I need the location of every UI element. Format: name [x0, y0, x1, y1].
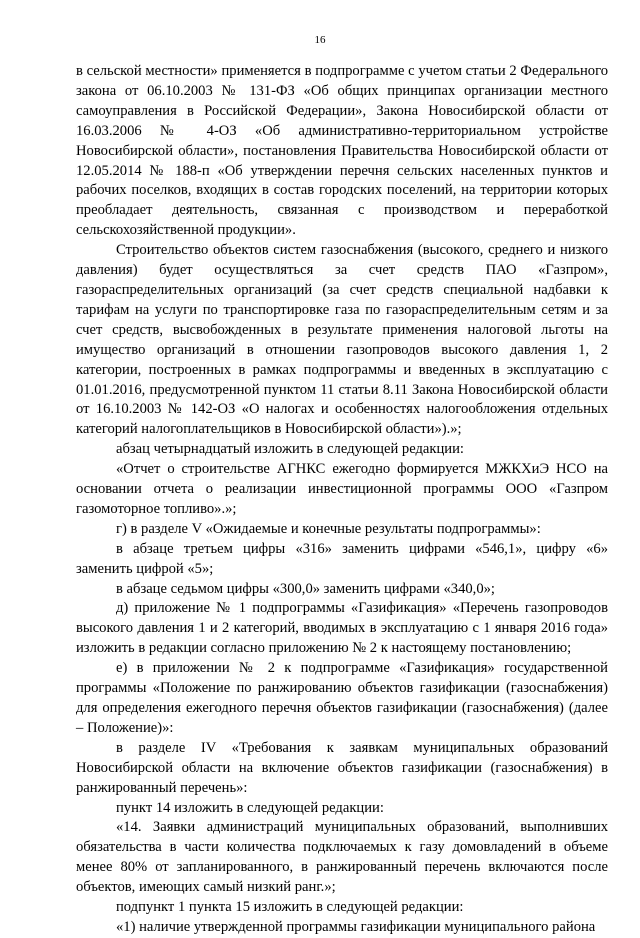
paragraph: «1) наличие утвержденной программы газификации муниципального района: [116, 918, 596, 935]
paragraph: е) в приложении № 2 к подпрограмме «Газификация» государственной программы «Положение по ранжированию объектов газификации (газоснабжения) для определения ежегодного перечня объектов газификации (газоснабжения) (далее – Положение)»:: [76, 660, 608, 736]
paragraph: Строительство объектов систем газоснабжения (высокого, среднего и низкого давления) будет осуществляться за счет средств ПАО «Газпром», газораспределительных организаций (за счет средств специальной надбавки к тарифам на услуги по транспортировке газа по газораспределительным сетям и за счет средств, высвобожденных в результате применения налоговой льготы на имущество организаций в отношении газопроводов высокого давления 1, 2 категории, построенных в рамках подпрограммы и введенных в эксплуатацию с 01.01.2016, предусмотренной пунктом 11 статьи 8.11 Закона Новосибирской области от 16.10.2003 № 142-ОЗ «О налогах и особенностях налогообложения отдельных категорий налогоплательщиков в Новосибирской области»).»;: [76, 242, 608, 438]
paragraph: подпункт 1 пункта 15 изложить в следующей редакции:: [116, 899, 464, 916]
paragraph: в абзаце третьем цифры «316» заменить цифрами «546,1», цифру «6» заменить цифрой «5»;: [76, 540, 608, 577]
paragraph: пункт 14 изложить в следующей редакции:: [116, 799, 384, 816]
paragraph: в разделе IV «Требования к заявкам муниципальных образований Новосибирской области на включение объектов газификации (газоснабжения) в ранжированный перечень»:: [76, 739, 608, 796]
paragraph: «Отчет о строительстве АГНКС ежегодно формируется МЖКХиЭ НСО на основании отчета о реализации инвестиционной программы ООО «Газпром газомоторное топливо».»;: [76, 461, 608, 517]
paragraph: в сельской местности» применяется в подпрограмме с учетом статьи 2 Федерального закона от 06.10.2003 № 131-ФЗ «Об общих принципах организации местного самоуправления в Российской Федерации», Закона Новосибирской области от 16.03.2006 № 4-ОЗ «Об административно-территориальном устройстве Новосибирской области», постановления Правительства Новосибирской области от 12.05.2014 № 188-п «Об утверждении перечня сельских населенных пунктов и рабочих поселков, входящих в состав городских поселений, на территории которых преобладает деятельность, связанная с производством и переработкой сельскохозяйственной продукции».: [76, 63, 608, 239]
paragraph: в абзаце седьмом цифры «300,0» заменить цифрами «340,0»;: [116, 580, 495, 597]
page-number: 16: [314, 34, 326, 46]
document-body: [76, 62, 608, 938]
paragraph: «14. Заявки администраций муниципальных образований, выполнивших обязательства в части количества подключаемых к газу домовладений в объеме менее 80% от запланированного, в ранжированный перечень включаются после объектов, имеющих самый низкий ранг.»;: [76, 819, 608, 896]
paragraph: абзац четырнадцатый изложить в следующей редакции:: [116, 441, 464, 458]
paragraph: д) приложение № 1 подпрограммы «Газификация» «Перечень газопроводов высокого давления 1 и 2 категорий, вводимых в эксплуатацию с 1 января 2016 года» изложить в редакции согласно приложению № 2 к настоящему постановлению;: [76, 600, 608, 657]
paragraph: г) в разделе V «Ожидаемые и конечные результаты подпрограммы»:: [116, 520, 541, 537]
